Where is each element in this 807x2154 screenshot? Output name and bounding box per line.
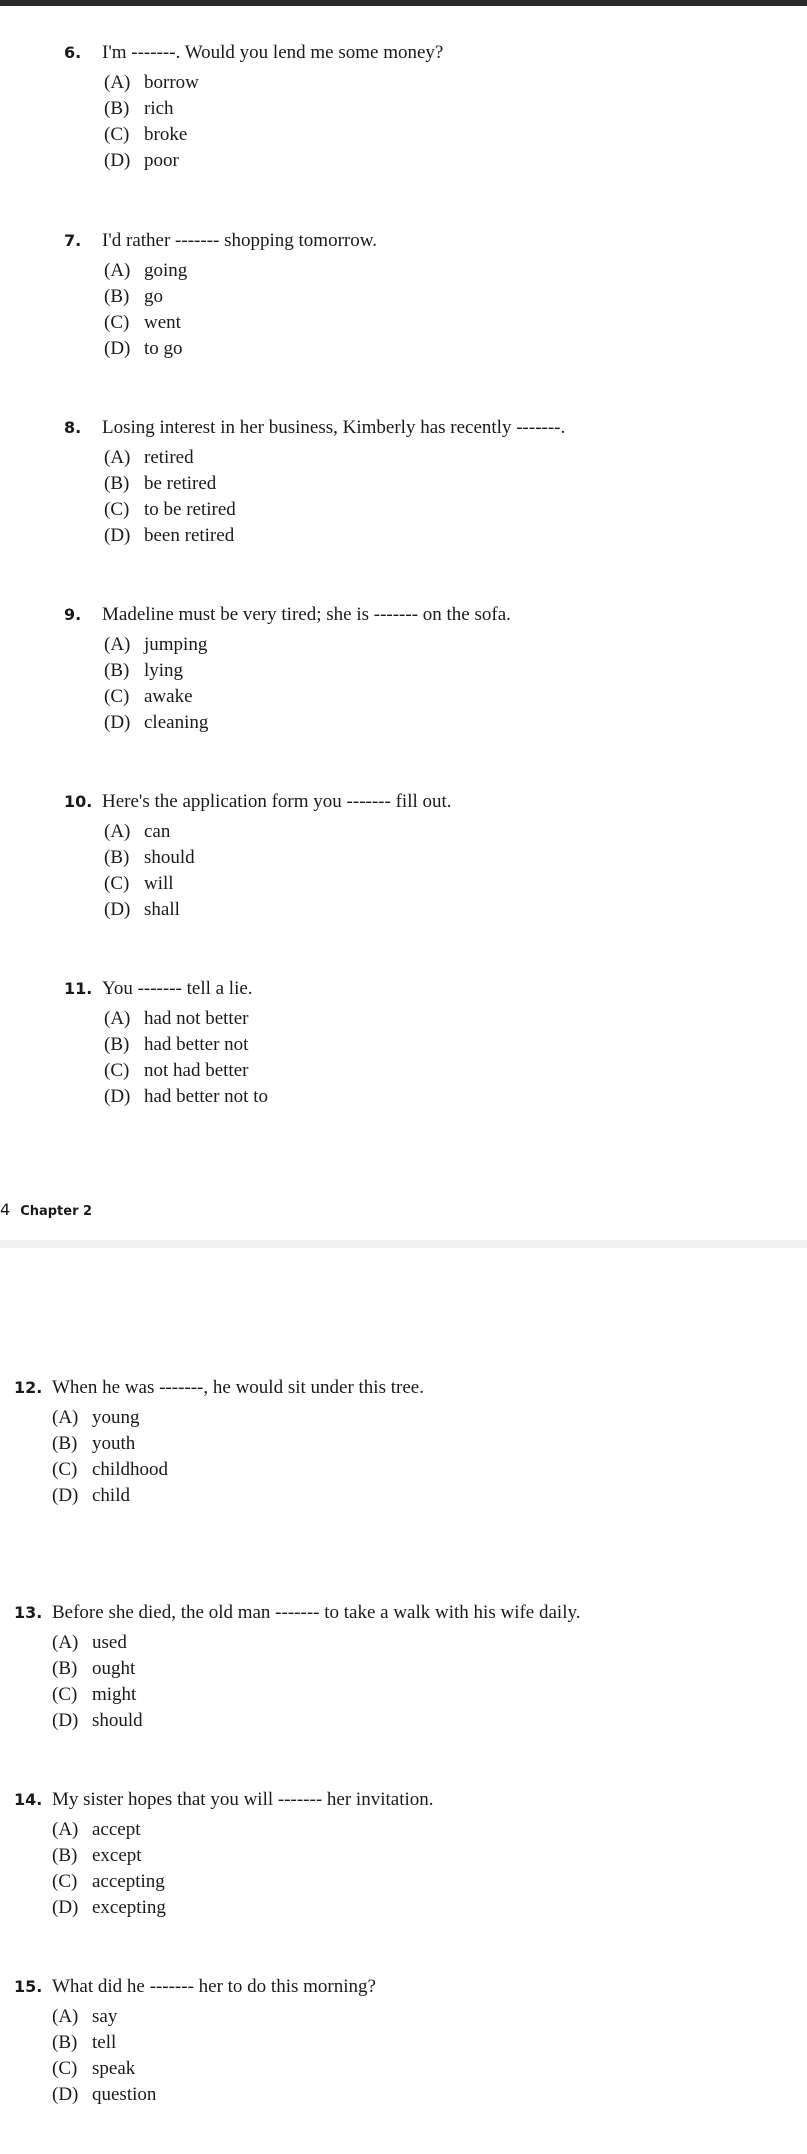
option-letter: (B) xyxy=(104,1034,130,1055)
answer-options xyxy=(64,70,443,174)
option-text: excepting xyxy=(92,1897,166,1918)
option-text: child xyxy=(92,1485,130,1506)
option-d[interactable] xyxy=(52,2082,376,2108)
page-footer xyxy=(0,1200,92,1219)
option-d[interactable] xyxy=(104,897,452,923)
option-letter: (D) xyxy=(104,525,131,546)
option-b[interactable] xyxy=(52,1431,424,1457)
option-text: ought xyxy=(92,1658,136,1679)
question-text: I'd rather ------- shopping tomorrow. xyxy=(102,230,377,251)
option-b[interactable] xyxy=(104,96,443,122)
option-text: might xyxy=(92,1684,137,1705)
option-c[interactable] xyxy=(104,684,511,710)
option-b[interactable] xyxy=(104,658,511,684)
question-15 xyxy=(14,1974,376,2108)
option-letter: (D) xyxy=(104,899,131,920)
option-d[interactable] xyxy=(104,710,511,736)
answer-options xyxy=(64,1006,268,1110)
option-letter: (A) xyxy=(52,1632,79,1653)
answer-options xyxy=(64,632,511,736)
question-number: 13. xyxy=(14,1603,43,1622)
option-d[interactable] xyxy=(52,1483,424,1509)
option-letter: (B) xyxy=(52,2032,78,2053)
option-letter: (A) xyxy=(104,72,131,93)
question-text: Here's the application form you ------- fill out. xyxy=(102,791,452,812)
question-number: 15. xyxy=(14,1977,43,1996)
option-text: speak xyxy=(92,2058,136,2079)
option-a[interactable] xyxy=(104,1006,268,1032)
option-text: going xyxy=(144,260,188,281)
option-letter: (B) xyxy=(104,473,130,494)
option-letter: (D) xyxy=(52,1710,79,1731)
option-letter: (A) xyxy=(52,2006,79,2027)
option-letter: (C) xyxy=(52,1684,78,1705)
question-14 xyxy=(14,1787,434,1921)
answer-options xyxy=(64,445,565,549)
option-letter: (C) xyxy=(104,312,130,333)
question-number: 11. xyxy=(64,979,93,998)
option-letter: (D) xyxy=(104,150,131,171)
option-a[interactable] xyxy=(104,258,377,284)
question-text: I'm -------. Would you lend me some money? xyxy=(102,42,444,63)
answer-options xyxy=(64,258,377,362)
option-text: young xyxy=(92,1407,140,1428)
option-a[interactable] xyxy=(104,70,443,96)
option-letter: (D) xyxy=(104,338,131,359)
option-text: go xyxy=(144,286,163,307)
question-number: 7. xyxy=(64,231,82,250)
option-letter: (A) xyxy=(104,447,131,468)
option-c[interactable] xyxy=(52,2056,376,2082)
question-12 xyxy=(14,1375,424,1509)
question-text: Losing interest in her business, Kimberly has recently -------. xyxy=(102,417,566,438)
option-c[interactable] xyxy=(104,871,452,897)
question-number: 6. xyxy=(64,43,82,62)
option-letter: (C) xyxy=(104,124,130,145)
option-d[interactable] xyxy=(52,1708,580,1734)
option-text: should xyxy=(92,1710,143,1731)
option-text: used xyxy=(92,1632,127,1653)
option-text: be retired xyxy=(144,473,217,494)
option-a[interactable] xyxy=(52,1405,424,1431)
question-8 xyxy=(64,415,565,549)
option-letter: (C) xyxy=(52,1871,78,1892)
option-d[interactable] xyxy=(104,1084,268,1110)
option-c[interactable] xyxy=(52,1682,580,1708)
option-text: went xyxy=(144,312,181,333)
option-a[interactable] xyxy=(104,632,511,658)
option-text: had better not to xyxy=(144,1086,268,1107)
option-letter: (A) xyxy=(52,1819,79,1840)
option-text: say xyxy=(92,2006,118,2027)
question-11 xyxy=(64,976,268,1110)
chapter-label: Chapter 2 xyxy=(20,1204,93,1219)
option-letter: (C) xyxy=(52,1459,78,1480)
option-letter: (D) xyxy=(104,712,131,733)
option-b[interactable] xyxy=(52,2030,376,2056)
option-b[interactable] xyxy=(52,1656,580,1682)
question-number: 8. xyxy=(64,418,82,437)
question-10 xyxy=(64,789,452,923)
option-a[interactable] xyxy=(52,2004,376,2030)
option-text: broke xyxy=(144,124,188,145)
question-7 xyxy=(64,228,377,362)
option-letter: (A) xyxy=(104,1008,131,1029)
option-letter: (C) xyxy=(104,499,130,520)
option-letter: (A) xyxy=(104,260,131,281)
option-text: had not better xyxy=(144,1008,249,1029)
option-text: accept xyxy=(92,1819,141,1840)
option-letter: (D) xyxy=(104,1086,131,1107)
option-text: jumping xyxy=(144,634,208,655)
question-text: My sister hopes that you will ------- her invitation. xyxy=(52,1789,434,1810)
option-text: youth xyxy=(92,1433,136,1454)
option-letter: (B) xyxy=(104,847,130,868)
answer-options xyxy=(14,1405,424,1509)
option-b[interactable] xyxy=(104,1032,268,1058)
option-text: to go xyxy=(144,338,183,359)
option-c[interactable] xyxy=(52,1869,434,1895)
option-text: been retired xyxy=(144,525,235,546)
option-text: except xyxy=(92,1845,142,1866)
option-a[interactable] xyxy=(104,819,452,845)
question-text: Before she died, the old man ------- to take a walk with his wife daily. xyxy=(52,1602,581,1623)
question-9 xyxy=(64,602,511,736)
option-d[interactable] xyxy=(104,336,377,362)
question-text: You ------- tell a lie. xyxy=(102,978,253,999)
answer-options xyxy=(64,819,452,923)
question-number: 14. xyxy=(14,1790,43,1809)
question-number: 9. xyxy=(64,605,82,624)
option-text: awake xyxy=(144,686,193,707)
option-text: can xyxy=(144,821,171,842)
answer-options xyxy=(14,1630,580,1734)
option-text: will xyxy=(144,873,174,894)
option-c[interactable] xyxy=(104,122,443,148)
option-b[interactable] xyxy=(104,471,565,497)
page-separator xyxy=(0,1240,807,1248)
question-number: 12. xyxy=(14,1378,43,1397)
option-letter: (A) xyxy=(104,821,131,842)
option-c[interactable] xyxy=(104,310,377,336)
option-letter: (C) xyxy=(104,686,130,707)
option-b[interactable] xyxy=(104,845,452,871)
option-text: cleaning xyxy=(144,712,209,733)
option-text: shall xyxy=(144,899,180,920)
option-text: retired xyxy=(144,447,194,468)
option-letter: (D) xyxy=(52,2084,79,2105)
option-letter: (C) xyxy=(104,873,130,894)
answer-options xyxy=(14,2004,376,2108)
option-a[interactable] xyxy=(52,1817,434,1843)
answer-options xyxy=(14,1817,434,1921)
option-d[interactable] xyxy=(104,148,443,174)
option-text: borrow xyxy=(144,72,199,93)
option-text: not had better xyxy=(144,1060,249,1081)
option-text: to be retired xyxy=(144,499,236,520)
option-d[interactable] xyxy=(104,523,565,549)
option-letter: (B) xyxy=(52,1658,78,1679)
option-letter: (B) xyxy=(104,98,130,119)
option-letter: (A) xyxy=(104,634,131,655)
option-text: question xyxy=(92,2084,157,2105)
option-b[interactable] xyxy=(52,1843,434,1869)
option-c[interactable] xyxy=(104,497,565,523)
option-text: had better not xyxy=(144,1034,249,1055)
question-text: Madeline must be very tired; she is ------- on the sofa. xyxy=(102,604,511,625)
page-number: 4 xyxy=(0,1200,11,1219)
option-letter: (B) xyxy=(52,1433,78,1454)
option-text: tell xyxy=(92,2032,117,2053)
option-text: poor xyxy=(144,150,179,171)
option-a[interactable] xyxy=(52,1630,580,1656)
option-c[interactable] xyxy=(52,1457,424,1483)
option-letter: (D) xyxy=(52,1897,79,1918)
option-letter: (B) xyxy=(104,660,130,681)
question-13 xyxy=(14,1600,580,1734)
option-b[interactable] xyxy=(104,284,377,310)
option-text: lying xyxy=(144,660,184,681)
question-text: What did he ------- her to do this morning? xyxy=(52,1976,376,1997)
top-edge-bar xyxy=(0,0,807,6)
option-text: childhood xyxy=(92,1459,168,1480)
option-letter: (C) xyxy=(104,1060,130,1081)
question-text: When he was -------, he would sit under this tree. xyxy=(52,1377,424,1398)
option-a[interactable] xyxy=(104,445,565,471)
option-text: should xyxy=(144,847,195,868)
option-d[interactable] xyxy=(52,1895,434,1921)
option-text: accepting xyxy=(92,1871,165,1892)
option-letter: (B) xyxy=(104,286,130,307)
option-c[interactable] xyxy=(104,1058,268,1084)
question-number: 10. xyxy=(64,792,93,811)
option-letter: (C) xyxy=(52,2058,78,2079)
question-6 xyxy=(64,40,443,174)
option-letter: (A) xyxy=(52,1407,79,1428)
option-text: rich xyxy=(144,98,174,119)
option-letter: (B) xyxy=(52,1845,78,1866)
option-letter: (D) xyxy=(52,1485,79,1506)
